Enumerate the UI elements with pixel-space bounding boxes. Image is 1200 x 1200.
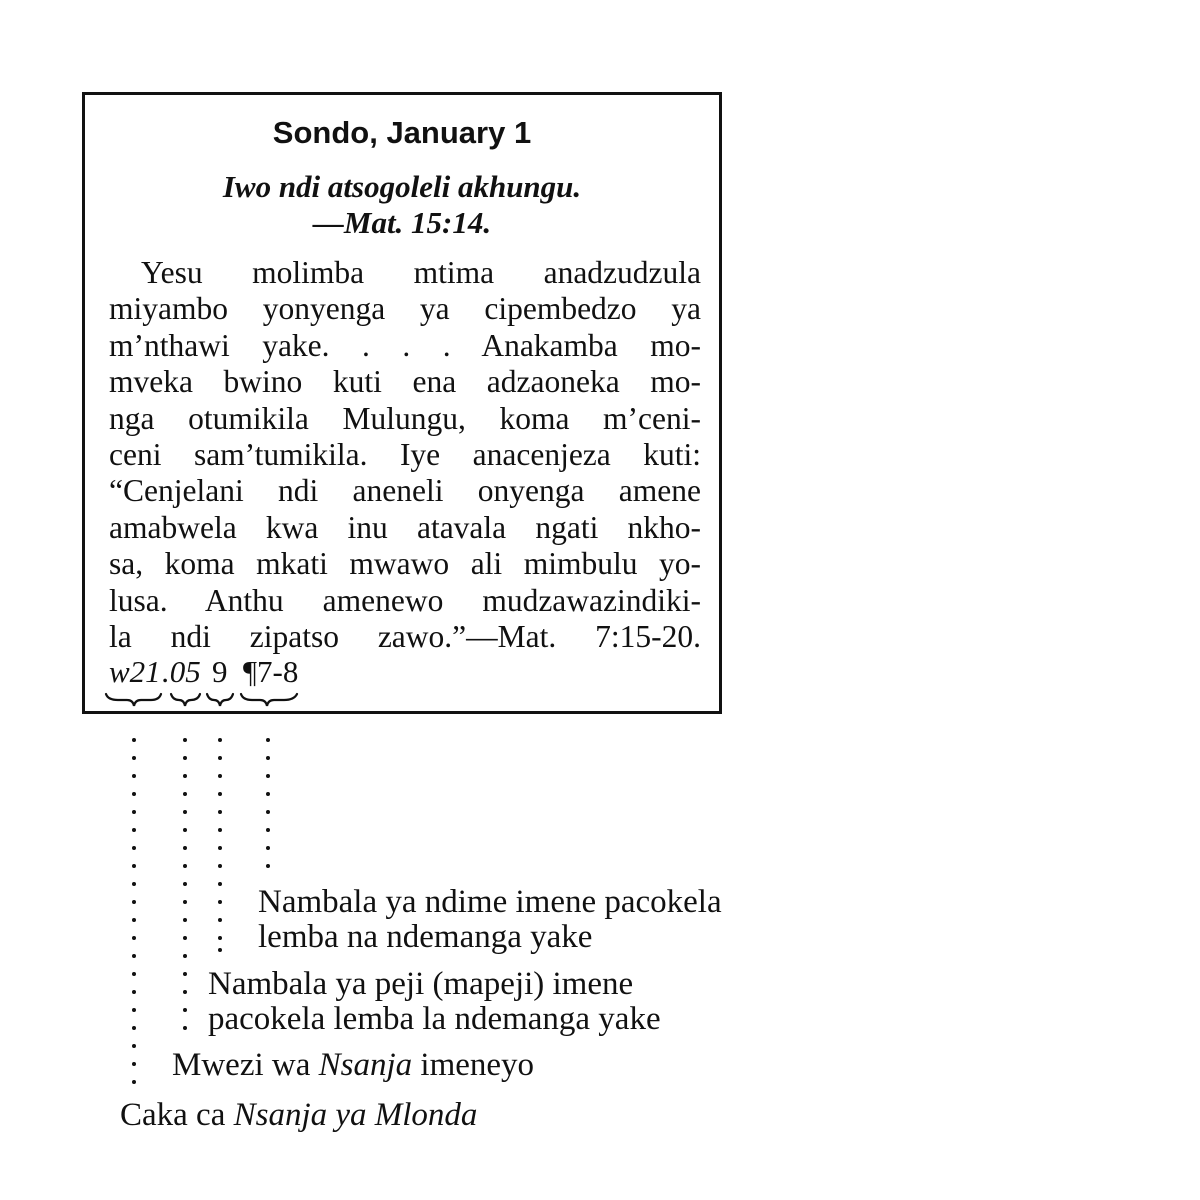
reference-page: 9 — [212, 654, 228, 689]
year-leader-dot — [132, 864, 136, 868]
page-leader-dot — [218, 864, 222, 868]
body-line: sa, koma mkati mwawo ali mimbulu yo- — [109, 546, 701, 582]
body-line: ceni sam’tumikila. Iye anacenjeza kuti: — [109, 437, 701, 473]
body-line: Yesu molimba mtima anadzudzula — [141, 255, 701, 290]
theme-verse-text: Iwo ndi atsogoleli akhungu. — [222, 169, 582, 204]
paragraph-leader-dot — [266, 864, 270, 868]
paragraph-leader-dot — [266, 756, 270, 760]
paragraph-label-line2: lemba na ndemanga yake — [258, 919, 593, 955]
body-line: amabwela kwa inu atavala ngati nkho- — [109, 509, 701, 545]
month-leader-dot — [183, 828, 187, 832]
month-label — [172, 1048, 534, 1083]
month-leader-dot — [183, 954, 187, 958]
year-leader-dot — [132, 918, 136, 922]
year-leader-dot — [132, 882, 136, 886]
month-label-publication: Nsanja — [318, 1047, 413, 1083]
year-label — [120, 1098, 477, 1133]
year-leader-dot — [132, 954, 136, 958]
month-leader-dot — [183, 900, 187, 904]
reference-paragraphs: ¶7-8 — [243, 654, 299, 689]
year-leader-dot — [132, 900, 136, 904]
theme-verse-reference: —Mat. 15:14. — [312, 205, 492, 240]
year-leader-dot — [132, 1062, 136, 1066]
page-leader-dot — [218, 756, 222, 760]
month-leader-dot — [183, 846, 187, 850]
paragraph-leader-dot — [266, 792, 270, 796]
reference-month-code: .05 — [162, 654, 201, 689]
paragraph-label-line1: Nambala ya ndime imene pacokela — [258, 884, 722, 920]
month-leader-dot — [183, 792, 187, 796]
page-leader-dot — [218, 948, 222, 952]
year-leader-dot — [132, 990, 136, 994]
year-label-publication: Nsanja ya Mlonda — [233, 1097, 478, 1133]
page-leader-dot — [218, 846, 222, 850]
month-leader-dot — [183, 936, 187, 940]
month-leader-dot — [183, 810, 187, 814]
year-leader-dot — [132, 972, 136, 976]
paragraph-leader-dot — [266, 774, 270, 778]
paragraph-leader-dot — [266, 738, 270, 742]
paragraph-leader-dot — [266, 810, 270, 814]
year-leader-dot — [132, 810, 136, 814]
body-line: lusa. Anthu amenewo mudzawazindiki- — [109, 582, 701, 618]
page-label-line2: pacokela lemba la ndemanga yake — [208, 1001, 661, 1037]
body-line: m’nthawi yake. . . . Anakamba mo- — [109, 327, 701, 363]
month-leader-dot — [183, 864, 187, 868]
page-leader-dot — [218, 900, 222, 904]
year-leader-dot — [132, 828, 136, 832]
year-leader-dot — [132, 1026, 136, 1030]
month-leader-dot — [183, 1026, 187, 1030]
year-leader-dot — [132, 756, 136, 760]
body-line: la ndi zipatso zawo.”—Mat. 7:15-20. — [109, 619, 701, 655]
page-label-line1: Nambala ya peji (mapeji) imene — [208, 966, 634, 1002]
body-line: miyambo yonyenga ya cipembedzo ya — [109, 291, 701, 327]
month-leader-dot — [183, 972, 187, 976]
page-leader-dot — [218, 936, 222, 940]
page-leader-dot — [218, 810, 222, 814]
year-leader-dot — [132, 1008, 136, 1012]
month-leader-dot — [183, 738, 187, 742]
page-leader-dot — [218, 882, 222, 886]
month-leader-dot — [183, 990, 187, 994]
paragraph-label — [258, 885, 722, 955]
year-label-prefix: Caka ca — [120, 1097, 234, 1133]
year-leader-dot — [132, 1080, 136, 1084]
paragraph-leader-dot — [266, 846, 270, 850]
paragraph-leader-dot — [266, 828, 270, 832]
month-leader-dot — [183, 774, 187, 778]
page-leader-dot — [218, 828, 222, 832]
page-label — [208, 967, 661, 1037]
body-line: nga otumikila Mulungu, koma m’ceni- — [109, 400, 701, 436]
body-line: mveka bwino kuti ena adzaoneka mo- — [109, 364, 701, 400]
page-leader-dot — [218, 792, 222, 796]
page-leader-dot — [218, 918, 222, 922]
month-leader-dot — [183, 756, 187, 760]
month-leader-dot — [183, 882, 187, 886]
year-leader-dot — [132, 738, 136, 742]
month-label-suffix: imeneyo — [412, 1047, 535, 1083]
reference-year-code: w21 — [109, 654, 161, 689]
year-leader-dot — [132, 846, 136, 850]
year-leader-dot — [132, 936, 136, 940]
year-leader-dot — [132, 774, 136, 778]
page-leader-dot — [218, 774, 222, 778]
year-leader-dot — [132, 792, 136, 796]
month-label-prefix: Mwezi wa — [172, 1047, 319, 1083]
page-leader-dot — [218, 738, 222, 742]
month-leader-dot — [183, 918, 187, 922]
month-leader-dot — [183, 1008, 187, 1012]
day-title: Sondo, January 1 — [272, 115, 532, 150]
year-leader-dot — [132, 1044, 136, 1048]
body-line: “Cenjelani ndi aneneli onyenga amene — [109, 473, 701, 509]
